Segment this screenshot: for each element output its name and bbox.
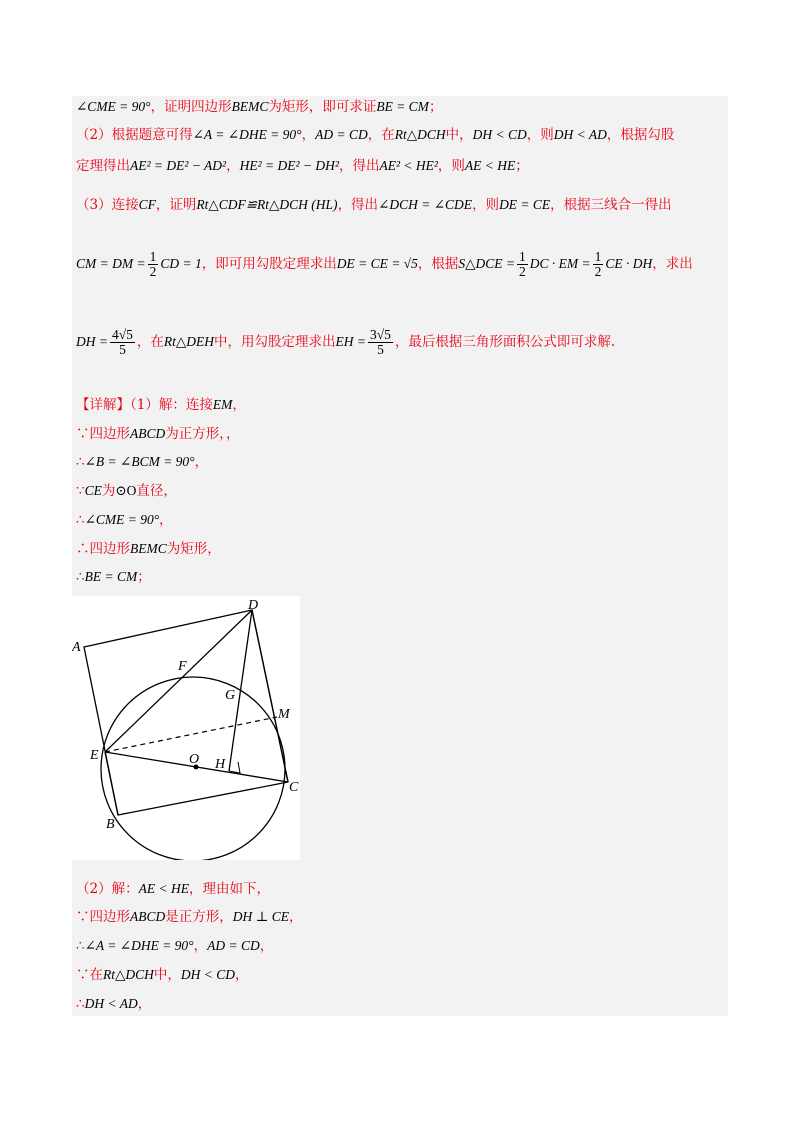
hint-line-3: 定理得出AE² = DE² − AD²，HE² = DE² − DH²，得出AE² < HE²，则AE < HE；: [76, 158, 529, 174]
solution-line-6: ∴四边形BEMC为矩形，: [76, 541, 221, 557]
solution-line-9: ∵四边形ABCD是正方形，DH ⊥ CE，: [76, 909, 303, 925]
label-h: H: [215, 757, 226, 772]
circle-o: [101, 677, 285, 860]
geometry-figure: [72, 596, 300, 860]
segment-dc: [252, 610, 288, 782]
hint-line-6: DH = $\frac{4√5}{5}$ ，在Rt△DEH中，用勾股定理求出EH = $\frac{3√5}{5}$ ，最后根据三角形面积公式即可求解.: [76, 327, 616, 357]
solution-line-8: （2）解：AE < HE，理由如下，: [76, 881, 270, 897]
solution-line-12: ∴DH < AD，: [76, 996, 152, 1012]
fraction-dh: $\frac{4√5}{5}$: [111, 327, 133, 357]
solution-line-11: ∵在Rt△DCH中，DH < CD，: [76, 967, 249, 983]
solution-line-4: ∵CE为⊙O直径，: [76, 483, 177, 499]
segment-be: [105, 752, 118, 815]
hint-line-5: CM = DM = $\frac{1}{2}$ CD = 1，即可用勾股定理求出DE = CE = √5，根据S△DCE = $\frac{1}{2}$ DC · EM = $\frac{1}{2}$ CE · DH，求出: [76, 249, 693, 279]
hint-line-1: ∠CME = 90°，证明四边形BEMC为矩形，即可求证BE = CM；: [76, 99, 443, 115]
geometry-diagram: [72, 596, 300, 860]
label-d: D: [248, 598, 259, 613]
segment-ed: [105, 610, 252, 752]
solution-line-1: 【详解】（1）解：连接EM，: [76, 397, 246, 413]
solution-line-7: ∴BE = CM；: [76, 569, 151, 585]
label-a: A: [72, 640, 81, 655]
fraction-half: $\frac{1}{2}$: [518, 249, 526, 279]
hint-line-4: （3）连接CF，证明Rt△CDF≌Rt△DCH (HL)，得出∠DCH = ∠CDE，则DE = CE，根据三线合一得出: [76, 197, 672, 213]
hint-line-2: （2）根据题意可得∠A = ∠DHE = 90°，AD = CD，在Rt△DCH中，DH < CD，则DH < AD，根据勾股: [76, 127, 675, 143]
solution-line-3: ∴∠B = ∠BCM = 90°，: [76, 454, 209, 470]
fraction-half: $\frac{1}{2}$: [149, 249, 157, 279]
label-c: C: [289, 780, 299, 795]
fraction-eh: $\frac{3√5}{5}$: [370, 327, 391, 357]
solution-line-10: ∴∠A = ∠DHE = 90°，AD = CD，: [76, 938, 274, 954]
label-f: F: [178, 659, 187, 674]
segment-em-dashed: [105, 717, 277, 752]
fraction-half: $\frac{1}{2}$: [594, 249, 602, 279]
label-b: B: [106, 817, 115, 832]
solution-line-2: ∵四边形ABCD为正方形，，: [76, 426, 240, 442]
square-abcd: [84, 610, 288, 815]
label-e: E: [90, 748, 99, 763]
label-o: O: [189, 752, 200, 767]
label-g: G: [225, 688, 236, 703]
solution-line-5: ∴∠CME = 90°，: [76, 512, 173, 528]
label-m: M: [278, 707, 290, 722]
